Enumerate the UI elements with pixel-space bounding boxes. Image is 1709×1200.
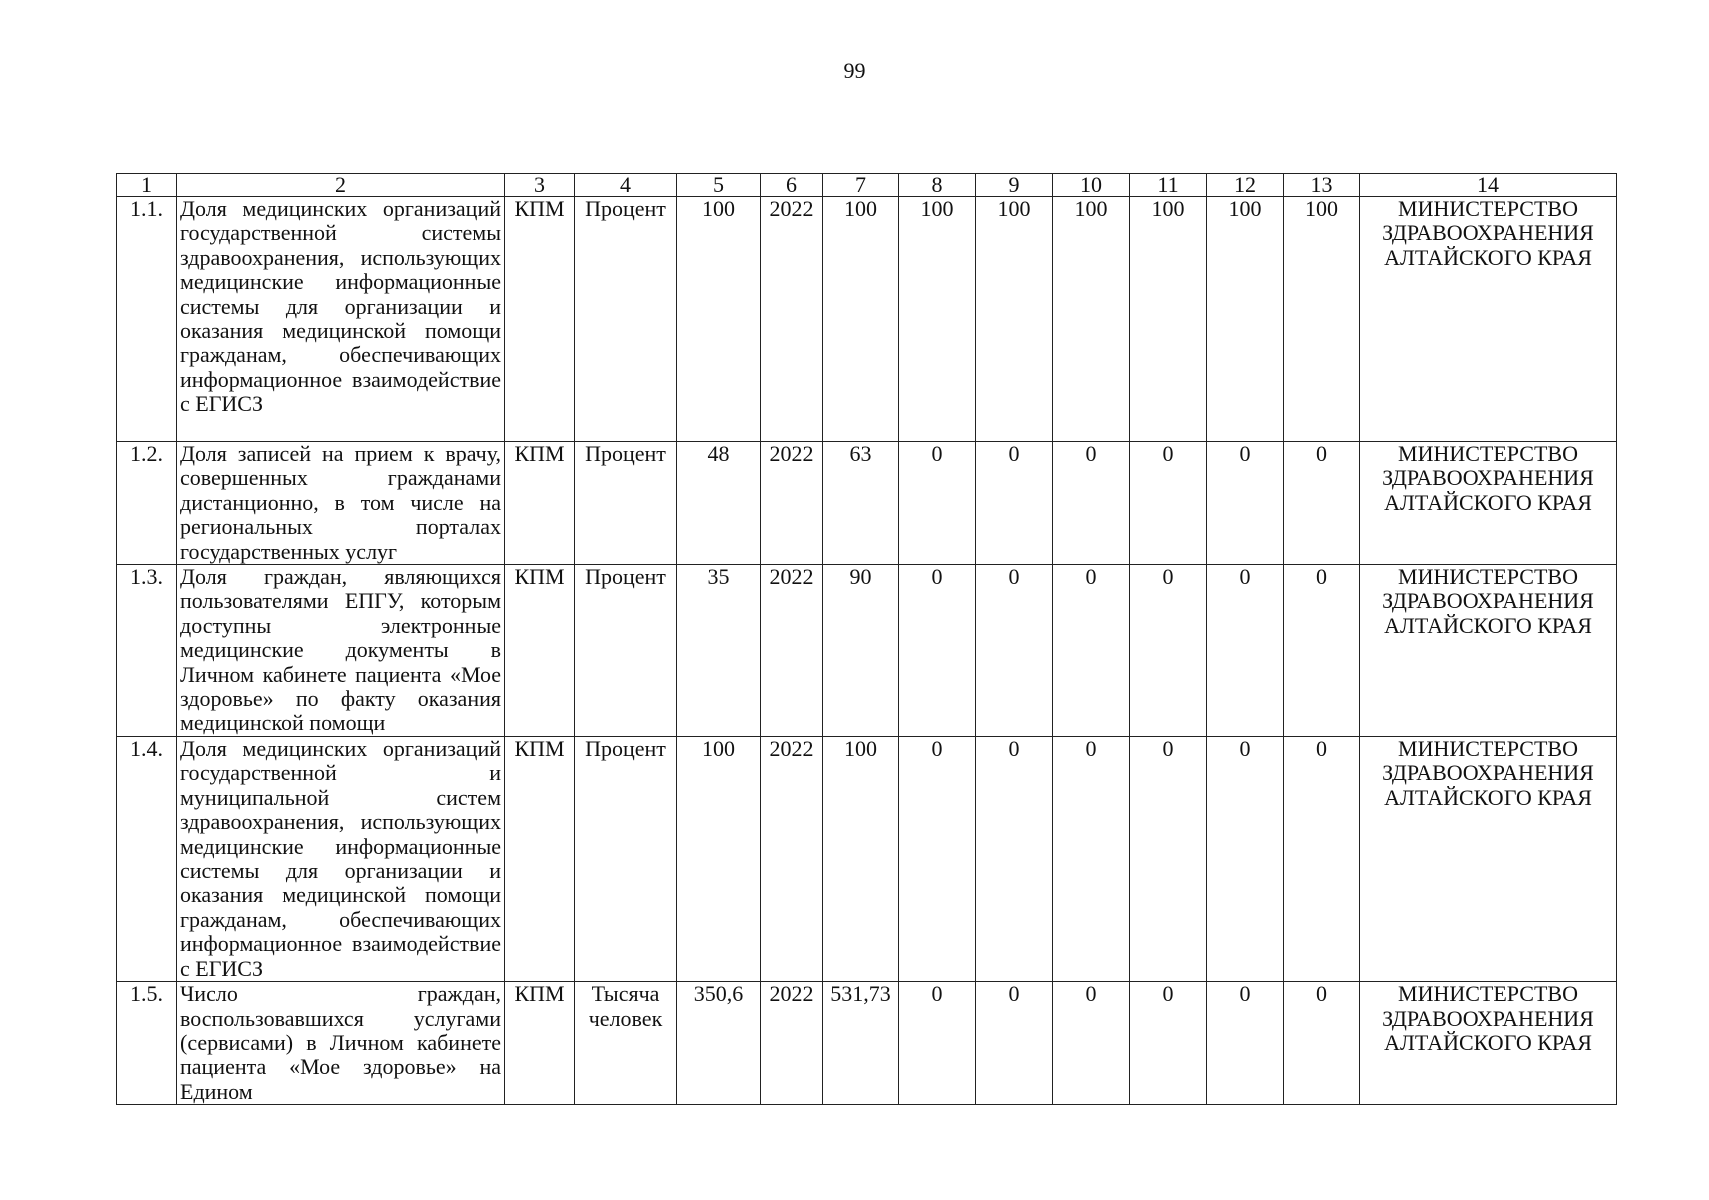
column-header: 1 [117,174,177,197]
column-header: 12 [1207,174,1284,197]
value-col-7: 100 [823,737,899,982]
value-col-7: 100 [823,197,899,442]
value-col-9: 100 [976,197,1053,442]
unit-of-measure: Процент [575,442,677,565]
indicator-description: Доля медицинских организаций государственной системы здравоохранения, использующих медицинские информационные системы для организации и оказания медицинской помощи гражданам, обеспечивающих информационное взаимодействие с ЕГИСЗ [177,197,505,442]
value-col-8: 100 [899,197,976,442]
row-number: 1.4. [117,737,177,982]
page-number: 99 [843,58,866,83]
column-header: 5 [677,174,761,197]
value-col-12: 0 [1207,565,1284,737]
row-number: 1.3. [117,565,177,737]
indicator-type: КПМ [505,737,575,982]
value-col-13: 0 [1284,442,1360,565]
value-col-10: 100 [1053,197,1130,442]
table-row [117,982,1617,1105]
value-col-11: 0 [1130,442,1207,565]
responsible-body: МИНИСТЕРСТВО ЗДРАВООХРАНЕНИЯ АЛТАЙСКОГО КРАЯ [1360,982,1617,1105]
value-col-7: 531,73 [823,982,899,1105]
value-col-10: 0 [1053,565,1130,737]
value-col-13: 100 [1284,197,1360,442]
unit-of-measure: Процент [575,565,677,737]
indicator-description: Доля граждан, являющихся пользователями ЕПГУ, которым доступны электронные медицинские документы в Личном кабинете пациента «Мое здоровье» по факту оказания медицинской помощи [177,565,505,737]
column-header: 13 [1284,174,1360,197]
responsible-body: МИНИСТЕРСТВО ЗДРАВООХРАНЕНИЯ АЛТАЙСКОГО КРАЯ [1360,197,1617,442]
value-col-11: 0 [1130,565,1207,737]
base-year: 2022 [761,737,823,982]
value-col-11: 0 [1130,982,1207,1105]
value-col-12: 0 [1207,982,1284,1105]
value-col-9: 0 [976,565,1053,737]
indicator-type: КПМ [505,565,575,737]
base-value: 100 [677,737,761,982]
column-header: 10 [1053,174,1130,197]
value-col-13: 0 [1284,565,1360,737]
indicator-description: Число граждан, воспользовавшихся услугами (сервисами) в Личном кабинете пациента «Мое здоровье» на Едином [177,982,505,1105]
column-header: 4 [575,174,677,197]
value-col-12: 0 [1207,442,1284,565]
value-col-9: 0 [976,442,1053,565]
responsible-body: МИНИСТЕРСТВО ЗДРАВООХРАНЕНИЯ АЛТАЙСКОГО КРАЯ [1360,565,1617,737]
base-year: 2022 [761,982,823,1105]
value-col-7: 90 [823,565,899,737]
value-col-11: 0 [1130,737,1207,982]
unit-of-measure: Тысяча человек [575,982,677,1105]
value-col-12: 100 [1207,197,1284,442]
column-header: 2 [177,174,505,197]
base-year: 2022 [761,565,823,737]
value-col-11: 100 [1130,197,1207,442]
unit-of-measure: Процент [575,197,677,442]
responsible-body: МИНИСТЕРСТВО ЗДРАВООХРАНЕНИЯ АЛТАЙСКОГО КРАЯ [1360,737,1617,982]
value-col-12: 0 [1207,737,1284,982]
value-col-8: 0 [899,982,976,1105]
value-col-8: 0 [899,565,976,737]
value-col-7: 63 [823,442,899,565]
indicators-table [116,173,1617,1105]
table-row [117,737,1617,982]
value-col-9: 0 [976,982,1053,1105]
column-header: 14 [1360,174,1617,197]
row-number: 1.2. [117,442,177,565]
table-row [117,565,1617,737]
table-row [117,442,1617,565]
value-col-10: 0 [1053,737,1130,982]
unit-of-measure: Процент [575,737,677,982]
value-col-8: 0 [899,442,976,565]
indicator-description: Доля записей на прием к врачу, совершенных гражданами дистанционно, в том числе на региональных порталах государственных услуг [177,442,505,565]
value-col-13: 0 [1284,982,1360,1105]
value-col-10: 0 [1053,982,1130,1105]
column-header: 9 [976,174,1053,197]
value-col-13: 0 [1284,737,1360,982]
base-value: 100 [677,197,761,442]
indicator-description: Доля медицинских организаций государственной и муниципальной систем здравоохранения, использующих медицинские информационные системы для организации и оказания медицинской помощи гражданам, обеспечивающих информационное взаимодействие с ЕГИСЗ [177,737,505,982]
table-row [117,197,1617,442]
value-col-9: 0 [976,737,1053,982]
column-header: 8 [899,174,976,197]
column-header: 11 [1130,174,1207,197]
base-value: 48 [677,442,761,565]
row-number: 1.5. [117,982,177,1105]
base-value: 35 [677,565,761,737]
column-header: 3 [505,174,575,197]
row-number: 1.1. [117,197,177,442]
base-year: 2022 [761,197,823,442]
value-col-8: 0 [899,737,976,982]
indicator-type: КПМ [505,982,575,1105]
column-header: 6 [761,174,823,197]
value-col-10: 0 [1053,442,1130,565]
indicator-type: КПМ [505,197,575,442]
table-header-row [117,174,1617,197]
base-year: 2022 [761,442,823,565]
indicator-type: КПМ [505,442,575,565]
column-header: 7 [823,174,899,197]
base-value: 350,6 [677,982,761,1105]
responsible-body: МИНИСТЕРСТВО ЗДРАВООХРАНЕНИЯ АЛТАЙСКОГО КРАЯ [1360,442,1617,565]
